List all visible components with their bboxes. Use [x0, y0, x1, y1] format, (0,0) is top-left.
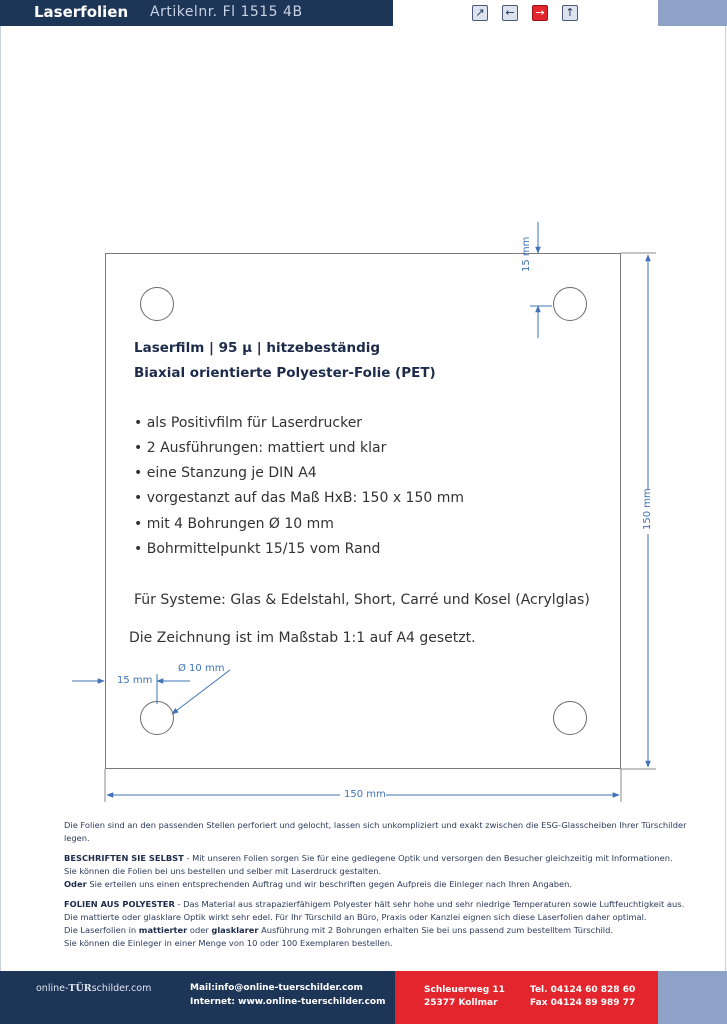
footer-phone: Tel. 04124 60 828 60: [530, 985, 636, 995]
arrow-up-icon: ↑: [565, 6, 575, 19]
footer-mail[interactable]: Mail:info@online-tuerschilder.com: [190, 983, 363, 993]
footer-address: [395, 971, 658, 1024]
article-number: Artikelnr. Fl 1515 4B: [150, 4, 303, 20]
site-logo[interactable]: [36, 983, 151, 994]
self-print-line2: Sie können die Folien bei uns bestellen und selber mit Laserdruck gestalten.: [64, 866, 382, 876]
polyester-line3-start: Die Laserfolien in: [64, 925, 139, 935]
brand-title: Laserfolien: [34, 3, 129, 21]
arrow-right-icon: →: [535, 6, 545, 19]
film-outline: [105, 253, 621, 769]
polyester-line4: Sie können die Einleger in einer Menge von 10 oder 100 Exemplaren bestellen.: [64, 938, 393, 948]
polyester-text: - Das Material aus strapazierfähigem Polyester hält sehr hohe und sehr niedrige Temperaturen sowie Luftfeuchtigkeit aus.: [174, 899, 685, 909]
dim-width-label: 150 mm: [344, 789, 386, 800]
dim-height-label: 150 mm: [642, 488, 653, 530]
glasklarer-label: glasklarer: [211, 925, 259, 935]
feature-item: • eine Stanzung je DIN A4: [134, 465, 317, 481]
product-title: Laserfilm | 95 µ | hitzebeständig: [134, 340, 381, 356]
drill-hole-top-left: [140, 287, 174, 321]
drill-hole-bottom-left: [140, 701, 174, 735]
site-logo-suffix: schilder.com: [91, 983, 152, 994]
polyester-paragraph: [64, 898, 704, 950]
self-print-text: - Mit unseren Folien sorgen Sie für eine gediegene Optik und versorgen den Besucher gleichzeitig mit Informationen.: [183, 853, 673, 863]
product-subtitle: Biaxial orientierte Polyester-Folie (PET): [134, 365, 436, 381]
footer-website[interactable]: Internet: www.online-tuerschilder.com: [190, 997, 386, 1007]
dim-top-offset-label: 15 mm: [521, 236, 532, 272]
systems-note: Für Systeme: Glas & Edelstahl, Short, Carré und Kosel (Acrylglas): [134, 592, 590, 608]
site-logo-tuer: TÜR: [68, 983, 92, 994]
arrow-up-right-icon: ↗: [475, 6, 485, 19]
feature-item: • mit 4 Bohrungen Ø 10 mm: [134, 516, 334, 532]
footer-fax: Fax 04124 89 989 77: [530, 998, 636, 1008]
self-print-paragraph: [64, 852, 704, 891]
polyester-heading: FOLIEN AUS POLYESTER: [64, 899, 175, 909]
feature-item: • als Positivfilm für Laserdrucker: [134, 415, 363, 431]
dim-hole-diameter-label: Ø 10 mm: [178, 663, 225, 674]
footer-contact: [0, 971, 395, 1024]
feature-item: • Bohrmittelpunkt 15/15 vom Rand: [134, 541, 381, 557]
drill-hole-top-right: [553, 287, 587, 321]
footer-street: Schleuerweg 11: [424, 985, 505, 995]
self-print-heading: BESCHRIFTEN SIE SELBST: [64, 853, 184, 863]
intro-paragraph: Die Folien sind an den passenden Stellen perforiert und gelocht, lassen sich unkompliziert und exakt zwischen die ESG-Glasscheiben Ihrer Türschilder legen.: [64, 820, 687, 843]
arrow-left-icon: ←: [505, 6, 515, 19]
footer-city: 25377 Kollmar: [424, 998, 498, 1008]
footer-accent: [658, 971, 727, 1024]
feature-item: • 2 Ausführungen: mattiert und klar: [134, 440, 387, 456]
scale-note: Die Zeichnung ist im Maßstab 1:1 auf A4 gesetzt.: [129, 630, 476, 646]
drill-hole-bottom-right: [553, 701, 587, 735]
polyester-line3-end: Ausführung mit 2 Bohrungen erhalten Sie bei uns passend zum bestelltem Türschild.: [258, 925, 614, 935]
mattierter-label: mattierter: [138, 925, 188, 935]
polyester-line2: Die mattierte oder glasklare Optik wirkt sehr edel. Für Ihr Türschild an Büro, Praxis oder Kanzlei eignen sich diese Laserfolien daher optimal.: [64, 912, 647, 922]
oder-label: Oder: [64, 879, 87, 889]
polyester-line3-mid: oder: [187, 925, 212, 935]
dim-left-offset-label: 15 mm: [117, 675, 153, 686]
feature-item: • vorgestanzt auf das Maß HxB: 150 x 150 mm: [134, 490, 464, 506]
self-print-line3: Sie erteilen uns einen entsprechenden Auftrag und wir beschriften gegen Aufpreis die Einleger nach Ihren Angaben.: [86, 879, 573, 889]
site-logo-prefix: online-: [36, 983, 69, 994]
